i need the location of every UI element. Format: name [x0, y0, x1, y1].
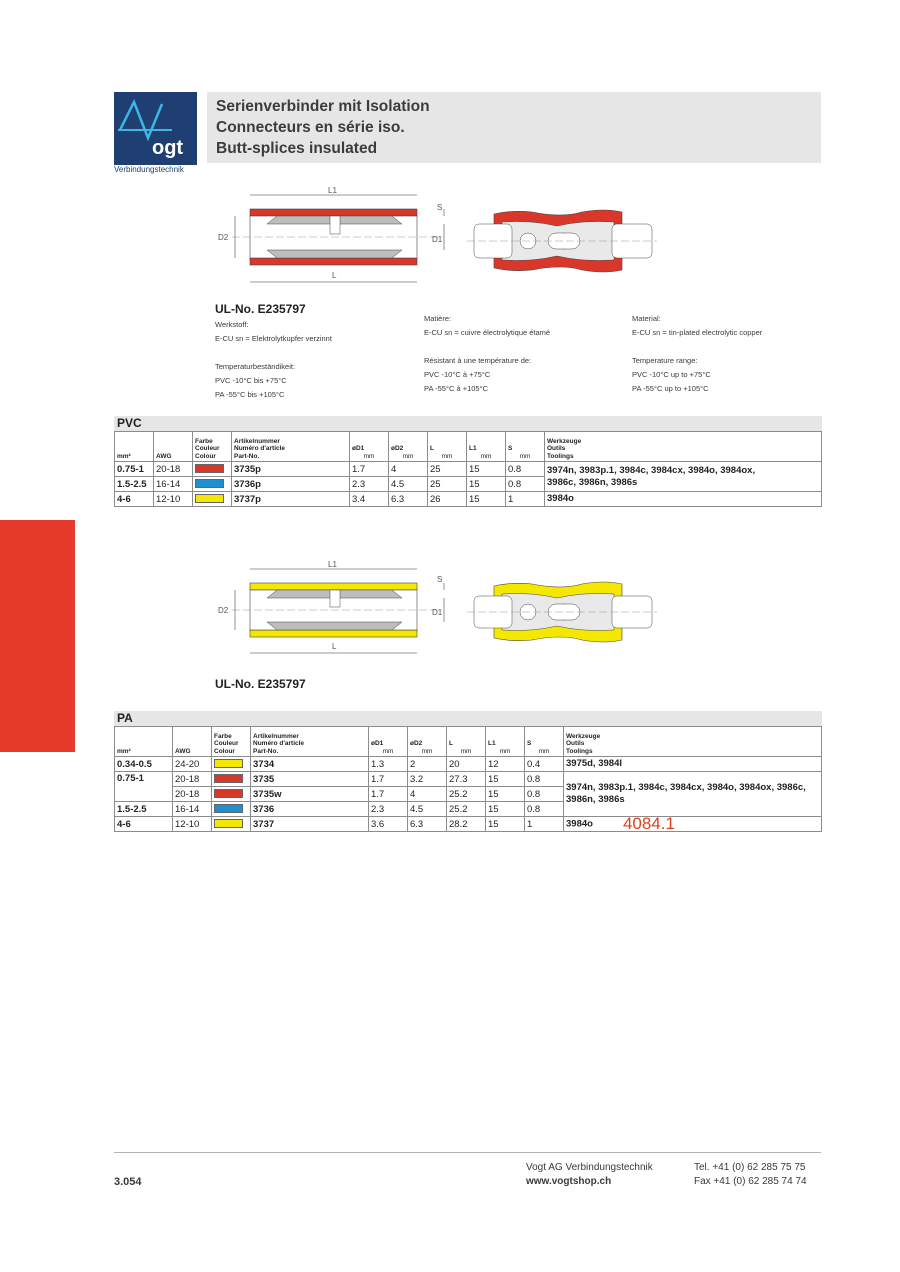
header-d2: øD2 mm: [389, 432, 428, 462]
cell-l: 26: [428, 492, 467, 507]
handwritten-note: 4084.1: [622, 816, 675, 832]
pa-butt-splice-drawing: [212, 556, 672, 666]
header-s: S mm: [525, 727, 564, 757]
page-number: 3.054: [114, 1176, 142, 1188]
label-d2: D2: [218, 606, 229, 615]
footer-divider: [114, 1152, 821, 1153]
pa-ul-number: UL-No. E235797: [215, 677, 306, 691]
cell-l1: 15: [467, 462, 506, 477]
material-label-fr: Matière:: [424, 314, 452, 323]
cell-mm2: 1.5-2.5: [115, 802, 173, 817]
cell-awg: 16-14: [154, 477, 193, 492]
table-row: [115, 817, 822, 832]
title-german: Serienverbinder mit Isolation: [216, 98, 430, 115]
cell-s: 0.8: [525, 787, 564, 802]
pa-section-title: PA: [114, 711, 822, 726]
cell-s: 0.8: [525, 772, 564, 787]
cell-colour: [193, 477, 232, 492]
material-value-de: E-CU sn = Elektrolytkupfer verzinnt: [215, 334, 332, 343]
cell-part-no: 3735: [251, 772, 369, 787]
material-label-en: Material:: [632, 314, 661, 323]
cell-awg: 12-10: [154, 492, 193, 507]
cell-d2: 6.3: [408, 817, 447, 832]
cell-d2: 4: [408, 787, 447, 802]
header-l: L mm: [428, 432, 467, 462]
temp-label-de: Temperaturbeständikeit:: [215, 362, 296, 371]
cell-tools: 3974n, 3983p.1, 3984c, 3984cx, 3984o, 3984ox, 3986c, 3986n, 3986s: [564, 772, 822, 817]
cell-tools: 3974n, 3983p.1, 3984c, 3984cx, 3984o, 3984ox, 3986c, 3986n, 3986s: [545, 462, 822, 492]
temp-pvc-en: PVC -10°C up to +75°C: [632, 370, 711, 379]
cell-l: 25: [428, 477, 467, 492]
label-l1: L1: [328, 560, 337, 569]
cell-d1: 2.3: [369, 802, 408, 817]
cell-d1: 2.3: [350, 477, 389, 492]
temp-pa-de: PA -55°C bis +105°C: [215, 390, 285, 399]
cell-awg: 20-18: [173, 772, 212, 787]
material-block-fr: [424, 312, 624, 396]
cell-tools: 3984o 4084.1: [564, 817, 822, 832]
cell-s: 0.4: [525, 757, 564, 772]
header-colour: Farbe Couleur Colour: [193, 432, 232, 462]
logo-text: ogt: [152, 137, 184, 159]
pvc-butt-splice-drawing: [212, 182, 672, 292]
material-block-en: [632, 312, 822, 396]
cell-awg: 24-20: [173, 757, 212, 772]
cell-d2: 2: [408, 757, 447, 772]
header-mm2: mm²: [115, 432, 154, 462]
logo-subtitle: Verbindungstechnik: [114, 165, 184, 174]
cell-l1: 15: [467, 477, 506, 492]
cell-part-no: 3737: [251, 817, 369, 832]
cell-l1: 15: [486, 802, 525, 817]
header-awg: AWG: [173, 727, 212, 757]
material-label-de: Werkstoff:: [215, 320, 249, 329]
cell-l1: 15: [486, 772, 525, 787]
cell-part-no: 3735p: [232, 462, 350, 477]
cell-s: 1: [525, 817, 564, 832]
temp-pvc-fr: PVC -10°C à +75°C: [424, 370, 491, 379]
cell-l: 25: [428, 462, 467, 477]
label-s: S: [437, 575, 443, 584]
table-row: [115, 462, 822, 477]
cell-l1: 15: [486, 787, 525, 802]
cell-d2: 6.3: [389, 492, 428, 507]
header-tools: Werkzeuge Outils Toolings: [545, 432, 822, 462]
label-d1: D1: [432, 235, 443, 244]
footer-fax: Fax +41 (0) 62 285 74 74: [694, 1176, 807, 1187]
vogt-logo-icon: [114, 92, 197, 165]
material-value-fr: E-CU sn = cuivre électrolytique étamé: [424, 328, 551, 337]
temp-pa-fr: PA -55°C à +105°C: [424, 384, 489, 393]
header-s: S mm: [506, 432, 545, 462]
temp-label-en: Temperature range:: [632, 356, 698, 365]
temp-pa-en: PA -55°C up to +105°C: [632, 384, 709, 393]
header-d2: øD2 mm: [408, 727, 447, 757]
footer-website[interactable]: www.vogtshop.ch: [526, 1176, 612, 1187]
cell-colour: [193, 462, 232, 477]
pa-header-row: [115, 727, 822, 757]
vogt-logo: [114, 92, 197, 165]
cell-l: 25.2: [447, 787, 486, 802]
cell-awg: 12-10: [173, 817, 212, 832]
footer-tel: Tel. +41 (0) 62 285 75 75: [694, 1162, 806, 1173]
cell-d1: 3.6: [369, 817, 408, 832]
cell-l1: 15: [486, 817, 525, 832]
header-l1: L1 mm: [486, 727, 525, 757]
footer-company: Vogt AG Verbindungstechnik www.vogtshop.ch: [526, 1162, 653, 1187]
cell-mm2: 0.75-1: [115, 772, 173, 802]
label-l1: L1: [328, 186, 337, 195]
pvc-section-title: PVC: [114, 416, 822, 431]
cell-tools: 3975d, 3984l: [564, 757, 822, 772]
label-l: L: [332, 642, 337, 651]
pvc-spec-table: [114, 431, 822, 507]
label-d2: D2: [218, 233, 229, 242]
cell-d1: 1.3: [369, 757, 408, 772]
cell-mm2: 4-6: [115, 817, 173, 832]
temp-label-fr: Résistant à une température de:: [424, 356, 532, 365]
cell-l1: 15: [467, 492, 506, 507]
cell-d2: 4.5: [389, 477, 428, 492]
title-english: Butt-splices insulated: [216, 140, 378, 157]
header-part-no: Artikelnummer Numéro d'article Part-No.: [232, 432, 350, 462]
color-swatch-red: [214, 789, 243, 798]
cell-l: 25.2: [447, 802, 486, 817]
cell-awg: 20-18: [173, 787, 212, 802]
color-swatch-blue: [214, 804, 243, 813]
color-swatch-yellow: [214, 759, 243, 768]
header-d1: øD1 mm: [369, 727, 408, 757]
table-row: [115, 772, 822, 787]
cell-colour: [212, 802, 251, 817]
cell-s: 0.8: [525, 802, 564, 817]
header-mm2: mm²: [115, 727, 173, 757]
table-row: [115, 757, 822, 772]
cell-d2: 4: [389, 462, 428, 477]
color-swatch-blue: [195, 479, 224, 488]
pvc-ul-number: UL-No. E235797: [215, 302, 306, 316]
cell-d1: 1.7: [350, 462, 389, 477]
cell-mm2: 4-6: [115, 492, 154, 507]
header-l1: L1 mm: [467, 432, 506, 462]
cell-d1: 3.4: [350, 492, 389, 507]
cell-d2: 3.2: [408, 772, 447, 787]
label-s: S: [437, 203, 443, 212]
cell-l: 27.3: [447, 772, 486, 787]
cell-colour: [193, 492, 232, 507]
cell-colour: [212, 772, 251, 787]
cell-colour: [212, 757, 251, 772]
cell-d2: 4.5: [408, 802, 447, 817]
cell-s: 0.8: [506, 477, 545, 492]
footer-contact: [694, 1161, 807, 1189]
title-french: Connecteurs en série iso.: [216, 119, 405, 136]
label-l: L: [332, 271, 337, 280]
color-swatch-yellow: [195, 494, 224, 503]
cell-mm2: 0.34-0.5: [115, 757, 173, 772]
title-box: [207, 92, 821, 163]
cell-s: 1: [506, 492, 545, 507]
cell-colour: [212, 817, 251, 832]
table-row: [115, 492, 822, 507]
cell-part-no: 3736p: [232, 477, 350, 492]
cell-awg: 16-14: [173, 802, 212, 817]
cell-part-no: 3734: [251, 757, 369, 772]
cell-d1: 1.7: [369, 787, 408, 802]
color-swatch-red: [214, 774, 243, 783]
material-block-de: [215, 318, 415, 402]
header-d1: øD1 mm: [350, 432, 389, 462]
cell-d1: 1.7: [369, 772, 408, 787]
label-d1: D1: [432, 608, 443, 617]
header-part-no: Artikelnummer Numéro d'article Part-No.: [251, 727, 369, 757]
cell-l: 28.2: [447, 817, 486, 832]
cell-mm2: 0.75-1: [115, 462, 154, 477]
section-side-bar: [0, 520, 75, 752]
color-swatch-red: [195, 464, 224, 473]
temp-pvc-de: PVC -10°C bis +75°C: [215, 376, 287, 385]
cell-part-no: 3735w: [251, 787, 369, 802]
cell-part-no: 3737p: [232, 492, 350, 507]
cell-mm2: 1.5-2.5: [115, 477, 154, 492]
pvc-header-row: [115, 432, 822, 462]
cell-part-no: 3736: [251, 802, 369, 817]
color-swatch-yellow: [214, 819, 243, 828]
cell-s: 0.8: [506, 462, 545, 477]
cell-l: 20: [447, 757, 486, 772]
pa-spec-table: [114, 726, 822, 832]
material-value-en: E-CU sn = tin-plated electrolytic copper: [632, 328, 763, 337]
cell-colour: [212, 787, 251, 802]
cell-l1: 12: [486, 757, 525, 772]
cell-awg: 20-18: [154, 462, 193, 477]
cell-tools: 3984o: [545, 492, 822, 507]
header-tools: Werkzeuge Outils Toolings: [564, 727, 822, 757]
header-l: L mm: [447, 727, 486, 757]
header-awg: AWG: [154, 432, 193, 462]
header-colour: Farbe Couleur Colour: [212, 727, 251, 757]
